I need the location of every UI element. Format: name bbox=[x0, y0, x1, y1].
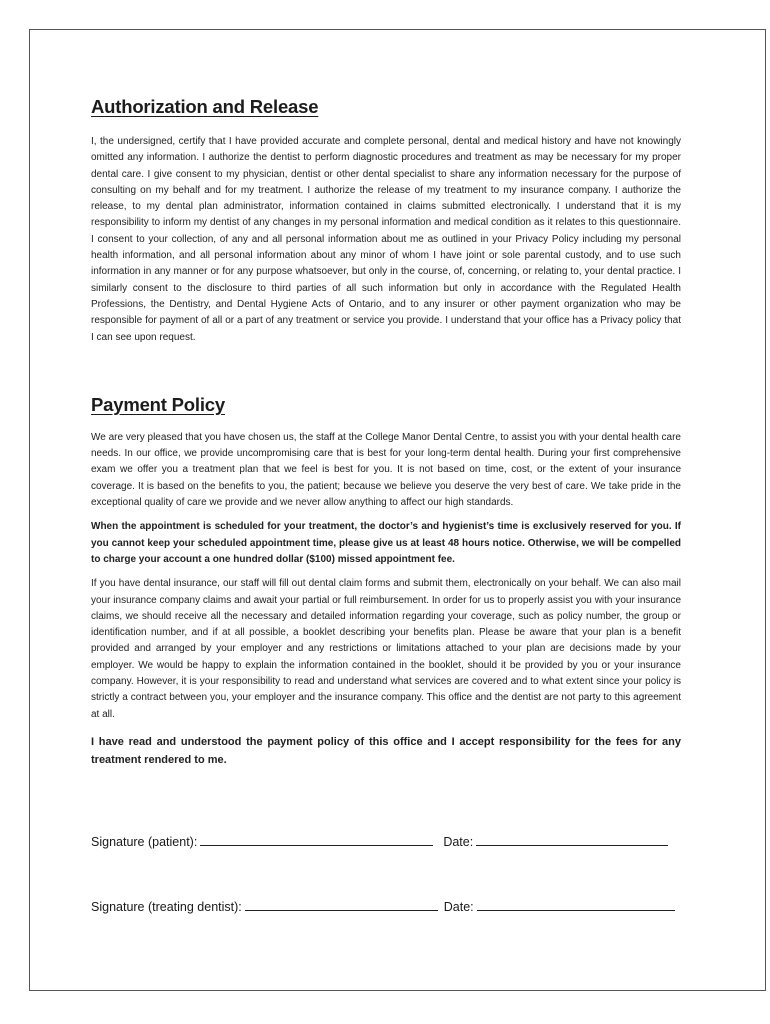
payment-policy-title: Payment Policy bbox=[91, 393, 225, 415]
dentist-signature-label: Signature (treating dentist): bbox=[91, 900, 242, 914]
dentist-signature-field[interactable] bbox=[245, 909, 438, 911]
missed-appointment-notice: When the appointment is scheduled for your treatment, the doctor’s and hygienist’s time is exclusively reserved for you. If you cannot keep your scheduled appointment time, please give us at least 48 hours notice. Otherwise, we will be compelled to charge your account a one hundred dollar ($100) missed appointment fee. bbox=[91, 521, 681, 565]
authorization-body: I, the undersigned, certify that I have provided accurate and complete personal, dental and medical history and have not knowingly omitted any information. I authorize the dentist to perform diagnostic procedures and treatment as may be necessary for my proper dental care. I give consent to my physician, dentist or other dental specialist to share any information necessary for the purpose of consulting on my behalf and for my treatment. I authorize the release of my treatment to my insurance company. I authorize the release, to my dental plan administrator, information contained in claims submitted electronically. I understand that it is my responsibility to inform my dentist of any changes in my personal information and medical condition as it relates to this questionnaire. I consent to your collection, of any and all personal information about me as outlined in your Privacy Policy including my personal health information, and all personal information about any minor of whom I have joint or sole parental custody, and to use such information in any manner or for any purpose whatsoever, but only in the course, of, concerning, or relating to, your dental practice. I similarly consent to the disclosure to third parties of all such information but only in accordance with the Regulated Health Professions, the Dentistry, and Dental Hygiene Acts of Ontario, and to any insurer or other payment organization who may be responsible for payment of all or a part of any treatment or service you provide. I understand that your office has a Privacy policy that I can see upon request. bbox=[91, 136, 681, 343]
payment-policy-intro: We are very pleased that you have chosen us, the staff at the College Manor Dental Centre, to assist you with your dental health care needs. In our office, we provide uncompromising care that is best for your long-term dental health. During your first comprehensive exam we offer you a treatment plan that we feel is best for you. It is not based on time, cost, or the extent of your insurance coverage. It is based on the benefits to you, the patient; because we believe you deserve the very best of care. We take pride in the exceptional quality of care we provide and we never allow anything to affect our high standards. bbox=[91, 431, 681, 509]
insurance-paragraph: If you have dental insurance, our staff will fill out dental claim forms and submit them, electronically on your behalf. We can also mail your insurance company claims and await your partial or full reimbursement. In order for us to properly assist you with your insurance claims, we should receive all the necessary and detailed information regarding your coverage, such as policy number, the group or identification number, and if at all possible, a booklet describing your benefits plan. Please be aware that your plan is a benefit provided and arranged by your employer and any restrictions or limitations attached to your plan are decisions made by your employer. We would be happy to explain the information contained in the booklet, should it be provided by you or your insurance company. However, it is your responsibility to read and understand what services are covered and to what extent since your policy is strictly a contract between you, your employer and the insurance company. This office and the dentist are not party to this agreement at all. bbox=[91, 578, 681, 720]
dentist-date-label: Date: bbox=[443, 900, 474, 914]
patient-signature-label: Signature (patient): bbox=[91, 835, 198, 849]
acknowledgement-statement: I have read and understood the payment policy of this office and I accept responsibility for the fees for any treatment rendered to me. bbox=[91, 735, 681, 766]
dentist-date-field[interactable] bbox=[477, 909, 675, 911]
patient-signature-row bbox=[91, 835, 683, 849]
dentist-signature-row bbox=[91, 900, 683, 914]
authorization-title: Authorization and Release bbox=[91, 96, 319, 117]
patient-signature-field[interactable] bbox=[200, 844, 433, 846]
patient-date-field[interactable] bbox=[476, 844, 668, 846]
document-content bbox=[91, 96, 681, 769]
patient-date-label: Date: bbox=[443, 835, 474, 849]
